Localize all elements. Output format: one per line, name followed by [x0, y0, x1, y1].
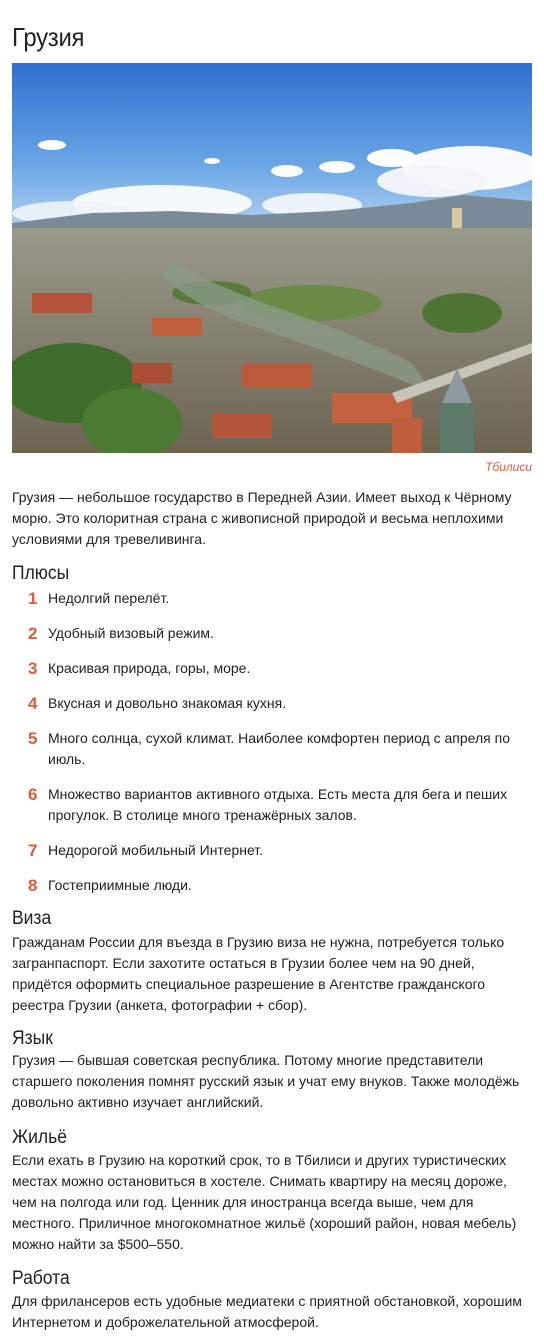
list-text: Множество вариантов активного отдыха. Есть места для бега и пеших прогулок. В столице много тренажёрных залов.: [48, 786, 508, 823]
work-heading: Работа: [12, 1268, 70, 1289]
list-number: 8: [28, 876, 38, 895]
list-number: 1: [28, 589, 38, 608]
visa-heading: Виза: [12, 908, 52, 929]
tbilisi-photo: [12, 63, 532, 453]
list-text: Удобный визовый режим.: [48, 625, 214, 641]
list-number: 2: [28, 624, 38, 643]
list-text: Вкусная и довольно знакомая кухня.: [48, 695, 287, 711]
language-heading: Язык: [12, 1028, 53, 1049]
list-number: 4: [28, 694, 38, 713]
list-text: Красивая природа, горы, море.: [48, 660, 251, 676]
list-item: [28, 784, 528, 826]
list-text: Гостеприимные люди.: [48, 877, 192, 893]
list-text: Недолгий перелёт.: [48, 590, 170, 606]
housing-paragraph: Если ехать в Грузию на короткий срок, то в Тбилиси и других туристических местах можно остановиться в хостеле. Снимать квартиру на месяц дороже, чем на полгода или год. Ценник для иностранца всегда выше, чем для местного. Приличное многокомнатное жильё (хороший район, новая мебель) можно найти за $500–550.: [12, 1152, 517, 1252]
intro-paragraph: Грузия — небольшое государство в Передней Азии. Имеет выход к Чёрному морю. Это колоритная страна с живописной природой и весьма неплохими условиями для тревеливинга.: [12, 489, 512, 547]
list-number: 7: [28, 841, 38, 860]
list-item: [28, 693, 528, 714]
list-number: 6: [28, 785, 38, 804]
list-item: [28, 658, 528, 679]
list-text: Недорогой мобильный Интернет.: [48, 842, 264, 858]
page-title: Грузия: [12, 22, 85, 52]
language-paragraph: Грузия — бывшая советская республика. Потому многие представители старшего поколения помнят русский язык и учат ему внуков. Также молодёжь довольно активно изучает английский.: [12, 1052, 520, 1110]
pros-heading: Плюсы: [12, 563, 70, 584]
list-item: [28, 588, 528, 609]
list-text: Много солнца, сухой климат. Наиболее комфортен период с апреля по июль.: [48, 730, 510, 767]
list-item: [28, 623, 528, 644]
housing-heading: Жильё: [12, 1127, 67, 1148]
work-paragraph: Для фрилансеров есть удобные медиатеки с приятной обстановкой, хорошим Интернетом и доброжелательной атмосферой.: [12, 1293, 522, 1330]
visa-paragraph: Гражданам России для въезда в Грузию виза не нужна, потребуется только загранпаспорт. Если захотите остаться в Грузии более чем на 90 дней, придётся оформить специальное разрешение в Агентстве гражданского реестра Грузии (анкета, фотографии + сбор).: [12, 934, 505, 1013]
photo-caption: Тбилиси: [485, 460, 532, 474]
list-item: [28, 840, 528, 861]
list-item: [28, 728, 528, 770]
list-number: 5: [28, 729, 38, 748]
list-item: [28, 875, 528, 896]
tbilisi-panorama-image: [12, 63, 532, 453]
list-number: 3: [28, 659, 38, 678]
